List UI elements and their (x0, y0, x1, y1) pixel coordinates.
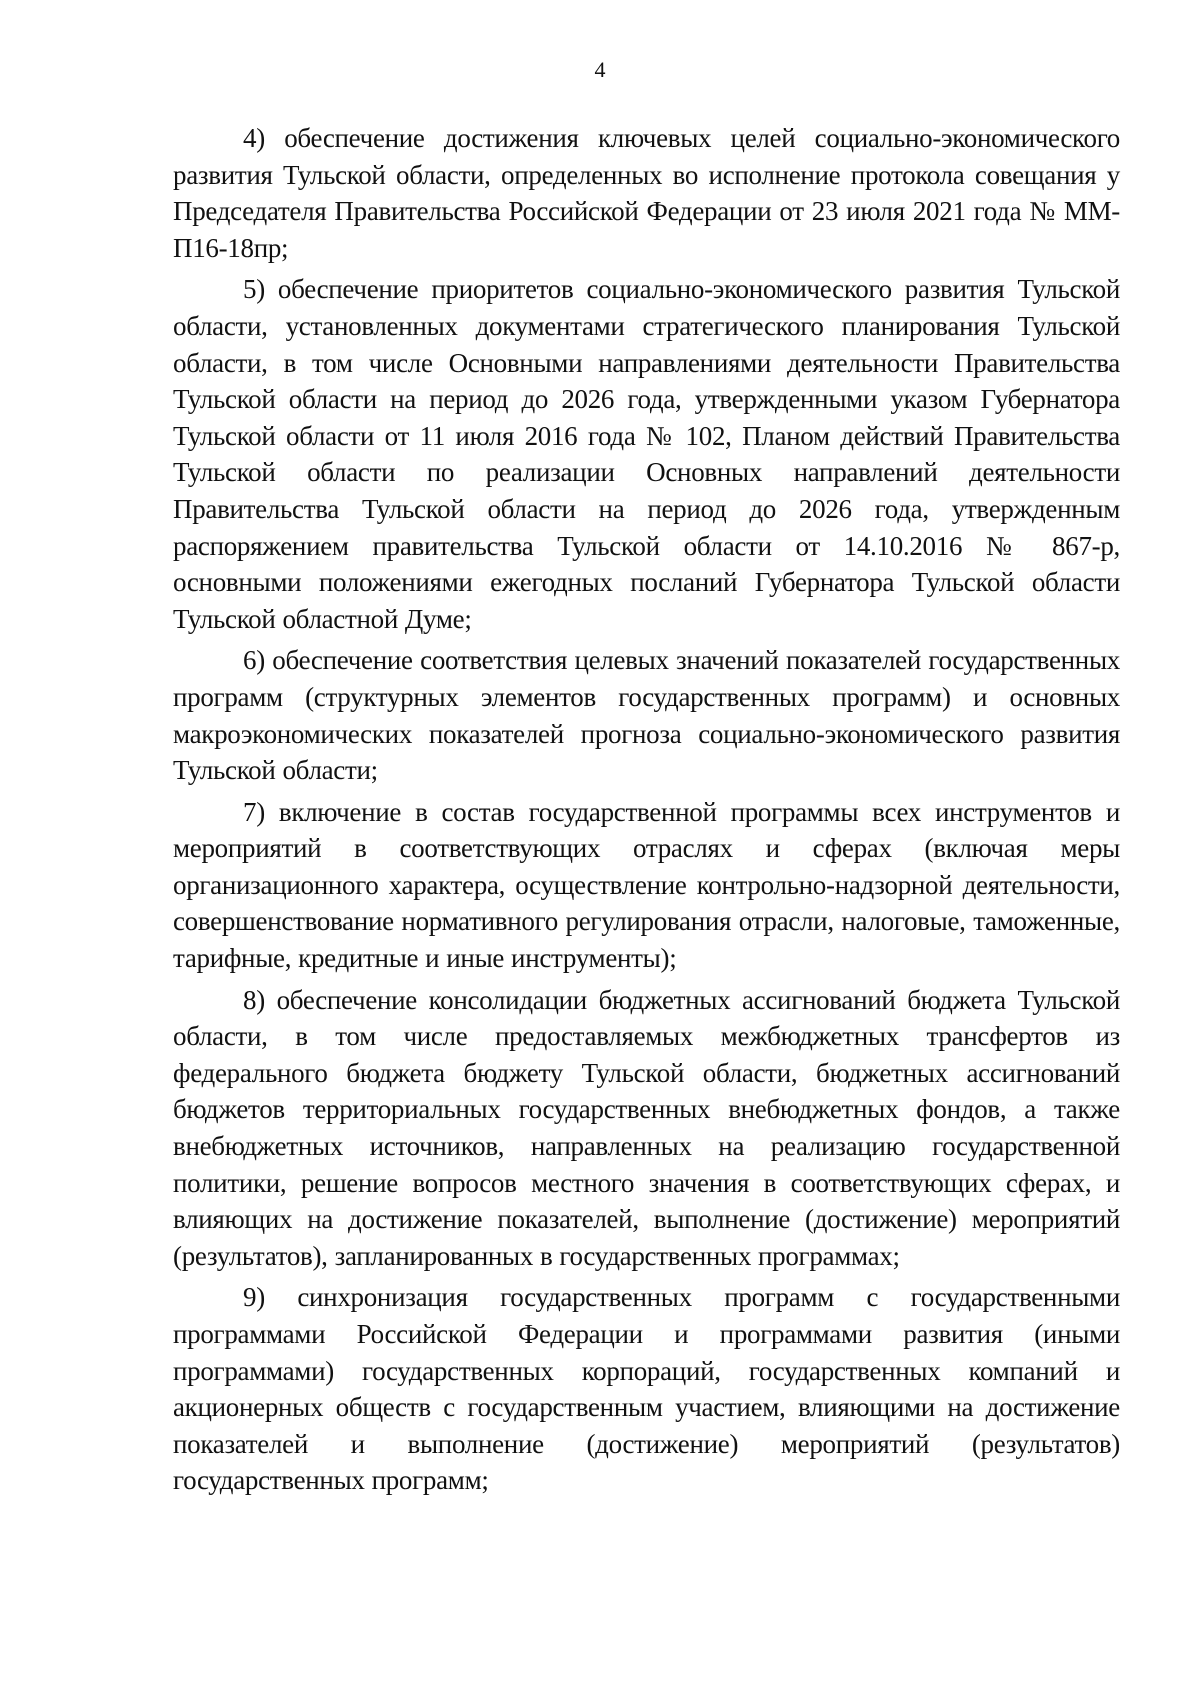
paragraph-item-7: 7) включение в состав государственной программы всех инструментов и мероприятий в соответствующих отраслях и сферах (включая меры организационного характера, осуществление контрольно-надзорной деятельности, совершенствование нормативного регулирования отрасли, налоговые, таможенные, тарифные, кредитные и иные инструменты); (173, 796, 1120, 974)
paragraph-item-4: 4) обеспечение достижения ключевых целей социально-экономического развития Тульской области, определенных во исполнение протокола совещания у Председателя Правительства Российской Федерации от 23 июля 2021 года № ММ-П16-18пр; (173, 123, 1120, 263)
paragraph-item-6: 6) обеспечение соответствия целевых значений показателей государственных программ (структурных элементов государственных программ) и основных макроэкономических показателей прогноза социально-экономического развития Тульской области; (173, 645, 1120, 786)
page-number: 4 (594, 57, 606, 82)
document-body (173, 120, 1120, 1504)
paragraph-item-8: 8) обеспечение консолидации бюджетных ассигнований бюджета Тульской области, в том числе предоставляемых межбюджетных трансфертов из федерального бюджета бюджету Тульской области, бюджетных ассигнований бюджетов территориальных государственных внебюджетных фондов, а также внебюджетных источников, направленных на реализацию государственной политики, решение вопросов местного значения в соответствующих сферах, и влияющих на достижение показателей, выполнение (достижение) мероприятий (результатов), запланированных в государственных программах; (173, 984, 1120, 1271)
paragraph-item-9: 9) синхронизация государственных программ с государственными программами Российской Федерации и программами развития (иными программами) государственных корпораций, государственных компаний и акционерных обществ с государственным участием, влияющими на достижение показателей и выполнение (достижение) мероприятий (результатов) государственных программ; (173, 1282, 1120, 1496)
paragraph-item-5: 5) обеспечение приоритетов социально-экономического развития Тульской области, установленных документами стратегического планирования Тульской области, в том числе Основными направлениями деятельности Правительства Тульской области на период до 2026 года, утвержденными указом Губернатора Тульской области от 11 июля 2016 года № 102, Планом действий Правительства Тульской области по реализации Основных направлений деятельности Правительства Тульской области на период до 2026 года, утвержденным распоряжением правительства Тульской области от 14.10.2016 № 867-р, основными положениями ежегодных посланий Губернатора Тульской области Тульской областной Думе; (173, 274, 1120, 634)
